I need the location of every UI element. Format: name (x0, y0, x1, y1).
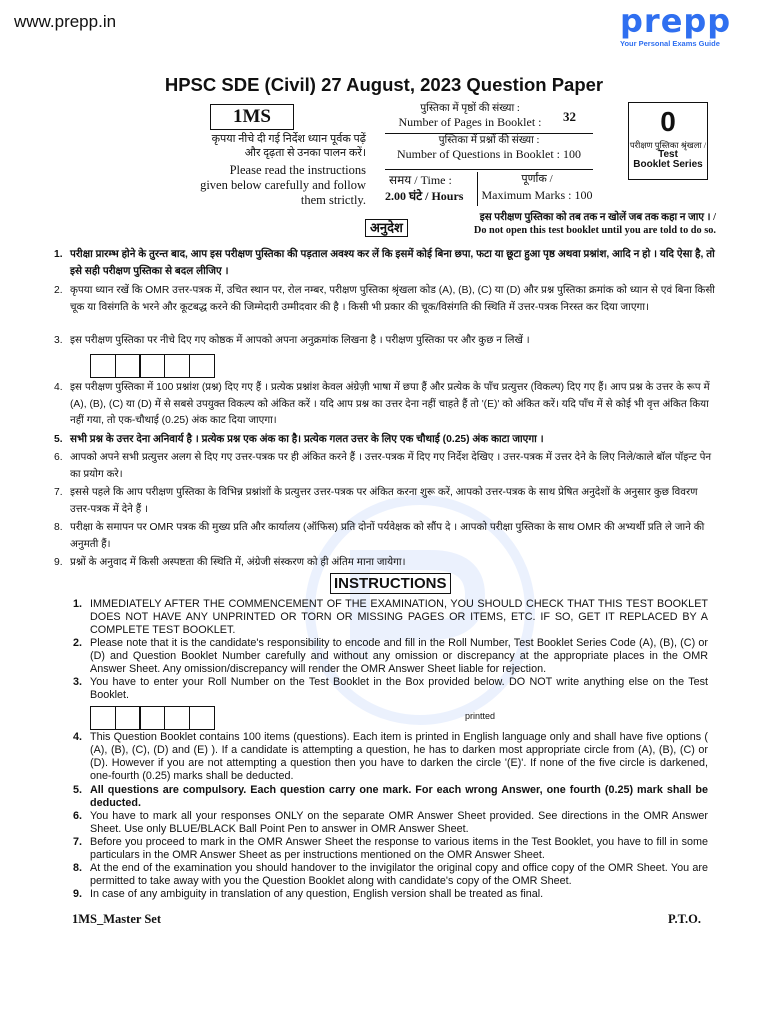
anudesh-heading: अनुदेश (365, 219, 408, 237)
roll-number-boxes-hindi[interactable] (90, 354, 214, 378)
series-value: 0 (660, 106, 676, 137)
english-item: 9. In case of any ambiguity in translation of any question, English version shall be treated as final. (73, 888, 544, 900)
hindi-item: 5. सभी प्रश्न के उत्तर देना अनिवार्य है । प्रत्येक प्रश्न एक अंक का है। प्रत्येक गलत उत्तर के लिए एक चौथाई (0.25) अंक काटा जाएगा । (54, 434, 544, 445)
booklet-code-box: 1MS (210, 104, 294, 130)
questions-row (385, 135, 593, 170)
hindi-item: 8. परीक्षा के समापन पर OMR पत्रक की मुख्य प्रति और कार्यालय (ऑफिस) प्रति दोनों पर्यवेक्षक को सौंप दे । आपको परीक्षा पुस्तिका के साथ OMR की अभ्यर्थी प्रति ले जाने की अनुमती हैं। (54, 522, 705, 550)
page-title: HPSC SDE (Civil) 27 August, 2023 Question Paper (164, 74, 604, 95)
top-instruction-hindi: कृपया नीचे दी गई निर्देश ध्यान पूर्वक पढ़ें और दृढ़ता से उनका पालन करें। (211, 133, 366, 159)
marks-label-hindi: पूर्णांक / (521, 173, 553, 185)
english-item: 1. IMMEDIATELY AFTER THE COMMENCEMENT OF THE EXAMINATION, YOU SHOULD CHECK THAT THIS TEST BOOKLET DOES NOT HAVE ANY UNPRINTED OR TORN OR MISSING PAGES OR ITEMS, ETC. IF SO, GET IT REPLACED BY A COMPLETE TEST BOOKLET. (73, 598, 708, 636)
site-url[interactable]: www.prepp.in (14, 12, 117, 31)
do-not-open-notice (420, 211, 716, 237)
english-item: 3. You have to enter your Roll Number on the Test Booklet in the Box provided below. DO NOT write anything else on the Test Booklet. (73, 676, 708, 701)
pages-label-english: Number of Pages in Booklet : (398, 115, 542, 129)
pages-label-hindi: पुस्तिका में पृष्ठों की संख्या : (420, 103, 520, 114)
series-label-hindi: परीक्षण पुस्तिका श्रृंखला / (629, 140, 707, 150)
time-cell (385, 172, 478, 206)
time-value: 2.00 घंटे / Hours (385, 189, 464, 203)
pages-row (385, 103, 593, 134)
time-label: समय / Time : (389, 173, 452, 187)
hindi-item: 7. इससे पहले कि आप परीक्षण पुस्तिका के विभिन्न प्रश्नांशों के प्रत्युत्तर उत्तर-पत्रक पर अंकित करना शुरू करें, आपको उत्तर-पत्रक के साथ प्रेषित अनुदेशों के अनुसार कुछ विवरण उत्तर-पत्रक में देने हैं । (54, 487, 698, 515)
series-label-english-2: Booklet Series (633, 159, 703, 170)
roll-number-boxes-english[interactable] (90, 706, 214, 730)
english-item: 5. All questions are compulsory. Each question carry one mark. For each wrong Answer, one fourth (0.25) mark shall be deducted. (73, 784, 708, 809)
instructions-heading: INSTRUCTIONS (330, 573, 451, 594)
prepp-logo[interactable] (620, 4, 760, 56)
booklet-series-box (628, 102, 708, 180)
hindi-item: 1. परीक्षा प्रारम्भ होने के तुरन्त बाद, आप इस परीक्षण पुस्तिका की पड़ताल अवश्य कर लें कि इसमें कोई बिना छपा, फटा या छूटा हुआ पृष्ठ अथवा प्रश्नांश, आदि न हो । यदि ऐसा है, तो इसे सही परीक्षण पुस्तिका से बदल लीजिए । (54, 249, 715, 277)
english-item: 6. You have to mark all your responses ONLY on the separate OMR Answer Sheet provided. See directions in the OMR Answer Sheet. Use only BLUE/BLACK Ball Point Pen to answer in OMR Answer Sheet. (73, 810, 708, 835)
english-item: 7. Before you proceed to mark in the OMR Answer Sheet the response to various items in the Test Booklet, you have to fill in some particulars in the OMR Answer Sheet as per instructions mentioned on the OMR Answer Sheet. (73, 836, 708, 861)
hindi-item: 3. इस परीक्षण पुस्तिका पर नीचे दिए गए कोष्ठक में आपको अपना अनुक्रमांक लिखना है । परीक्षण पुस्तिका पर और कुछ न लिखें । (54, 335, 530, 346)
footer-pto: P.T.O. (668, 912, 701, 926)
footer-set-name: 1MS_Master Set (72, 912, 161, 926)
printted-label: printted (465, 711, 496, 721)
english-item: 2. Please note that it is the candidate's responsibility to encode and fill in the Roll Number, Test Booklet Series Code (A), (B), (C) or (D) and Question Booklet Number carefully and without any omission or discrepancy at the appropriate places in the OMR Answer Sheet. Any omission/discrepancy will render the OMR Answer Sheet liable for rejection. (73, 637, 708, 675)
pages-value: 32 (563, 109, 576, 124)
english-item: 8. At the end of the examination you should handover to the invigilator the original copy and office copy of the OMR Sheet. You are permitted to take away with you the Question Booklet along with candidate's copy of the OMR Sheet. (73, 862, 708, 887)
do-not-open-hindi: इस परीक्षण पुस्तिका को तब तक न खोलें जब तक कहा न जाए । / (479, 212, 716, 223)
marks-label-english: Maximum Marks : 100 (481, 188, 593, 202)
questions-label-english: Number of Questions in Booklet : 100 (397, 147, 581, 161)
english-item: 4. This Question Booklet contains 100 items (questions). Each item is printed in English language only and shall have five options ( (A), (B), (C), (D) and (E) ). If a candidate is attempting a question, he has to darken most appropriate circle from (A), (B), (C) or (D). However if you are not attempting a question then you have to darken the circle '(E)'. If none of the five circle is darkened, one-fourth (0.25) marks shall be deducted. (73, 731, 708, 782)
do-not-open-english: Do not open this test booklet until you are told to do so. (473, 225, 716, 236)
questions-label-hindi: पुस्तिका में प्रश्नों की संख्या : (438, 135, 540, 146)
hindi-item: 4. इस परीक्षण पुस्तिका में 100 प्रश्नांश (प्रश्न) दिए गए हैं । प्रत्येक प्रश्नांश केवल अंग्रेज़ी भाषा में छपा हैं और प्रत्येक के पाँच प्रत्युत्तर (विकल्प) दिए गए हैं। आप प्रश्न के उत्तर के रूप में (A), (B), (C) या (D) में से सबसे उपयुक्त विकल्प को अंकित करें । यदि आप प्रश्न का उत्तर देना नहीं चाहते हैं तो '(E)' को अंकित करें। यदि पाँच में से कोई भी वृत्त अंकित किया नहीं गया, तो एक-चौथाई (0.25) अंक काट दिया जाएगा। (54, 382, 710, 426)
marks-cell (481, 172, 593, 203)
top-instruction-english: Please read the instructions given below carefully and follow them strictly. (200, 163, 366, 207)
hindi-item: 6. आपको अपने सभी प्रत्युत्तर अलग से दिए गए उत्तर-पत्रक पर ही अंकित करने हैं । उत्तर-पत्रक में दिए गए निर्देश देखिए । उत्तर-पत्रक में उत्तर देने के लिए निले/काले बॉल पॉइन्ट पेन का प्रयोग करे। (54, 452, 712, 480)
series-label-english-1: Test (658, 149, 678, 160)
logo-tagline: Your Personal Exams Guide (620, 39, 720, 48)
logo-text: prepp (620, 2, 732, 40)
hindi-item: 9. प्रश्नों के अनुवाद में किसी अस्पष्टता की स्थिति में, अंग्रेजी संस्करण को ही अंतिम माना जायेगा। (54, 557, 406, 568)
hindi-item: 2. कृपया ध्यान रखें कि OMR उत्तर-पत्रक में, उचित स्थान पर, रोल नम्बर, परीक्षण पुस्तिका श्रृंखला कोड (A), (B), (C) या (D) और प्रश्न पुस्तिका क्रमांक को ध्यान से एवं बिना किसी चूक या विसंगति के भरने और कूटबद्ध करने की जिम्मेदारी उम्मीदवार की है । किसी भी प्रकार की चूक/विसंगति की स्थिति में उत्तर-पत्रक निरस्त कर दिया जाएगा। (54, 285, 715, 313)
